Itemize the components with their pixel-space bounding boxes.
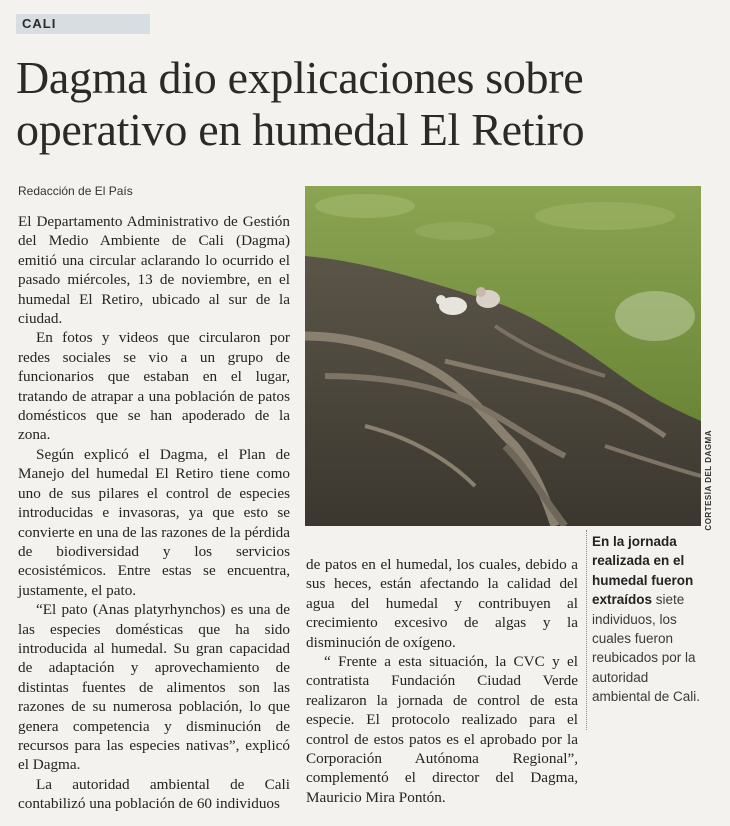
paragraph: La autoridad ambiental de Cali contabilizó una población de 60 individuos	[18, 775, 290, 813]
paragraph: El Departamento Administrativo de Gestión del Medio Ambiente de Cali (Dagma) emitió una circular aclarando lo ocurrido el pasado miércoles, 13 de noviembre, en el humedal El Retiro, ubicado al sur de la ciudad.	[18, 213, 290, 328]
photo-credit: CORTESÍA DEL DAGMA	[704, 430, 713, 531]
article-column-2	[306, 555, 578, 807]
article-column-1	[18, 212, 290, 814]
paragraph: “El pato (Anas platyrhynchos) es una de las especies domésticas que ha sido introducida al humedal. Su gran capacidad de adaptación y aprovechamiento de distintas fuentes de alimentos son las razones de su numerosa población, lo que genera competencia y disminución de recursos para las especies nativas”, explicó el Dagma.	[18, 601, 290, 774]
caption-divider	[586, 530, 588, 730]
byline: Redacción de El País	[18, 184, 133, 198]
photo-illustration	[305, 186, 701, 526]
headline: Dagma dio explicaciones sobre operativo en humedal El Retiro	[16, 52, 585, 155]
paragraph: de patos en el humedal, los cuales, debido a sus heces, están afectando la calidad del agua del humedal y contribuyen al crecimiento excesivo de algas y la disminución de oxígeno.	[306, 556, 578, 651]
caption-bold: En la jornada realizada en el humedal fueron extraídos	[592, 534, 694, 608]
section-tag: CALI	[16, 14, 150, 34]
paragraph: En fotos y videos que circularon por redes sociales se vio a un grupo de funcionarios que estaban en el lugar, tratando de atrapar a una población de patos domésticos que se han apoderado de la zona.	[18, 329, 290, 444]
paragraph: “ Frente a esta situación, la CVC y el contratista Fundación Ciudad Verde realizaron la jornada de control de esta especie. El protocolo realizado para el control de estos patos es el aprobado por la Corporación Autónoma Regional”, complementó el director del Dagma, Mauricio Mira Pontón.	[306, 653, 578, 806]
caption-text: siete individuos, los cuales fueron reubicados por la autoridad ambiental de Cali.	[592, 592, 701, 705]
paragraph: Según explicó el Dagma, el Plan de Manejo del humedal El Retiro tiene como uno de sus pilares el control de especies introducidas e invasoras, ya que esto se convierte en una de las razones de la pérdida de biodiversidad y los servicios ecosistémicos. Entre estas se encuentra, justamente, el pato.	[18, 445, 290, 599]
news-photo	[305, 186, 701, 526]
photo-caption	[592, 532, 710, 707]
